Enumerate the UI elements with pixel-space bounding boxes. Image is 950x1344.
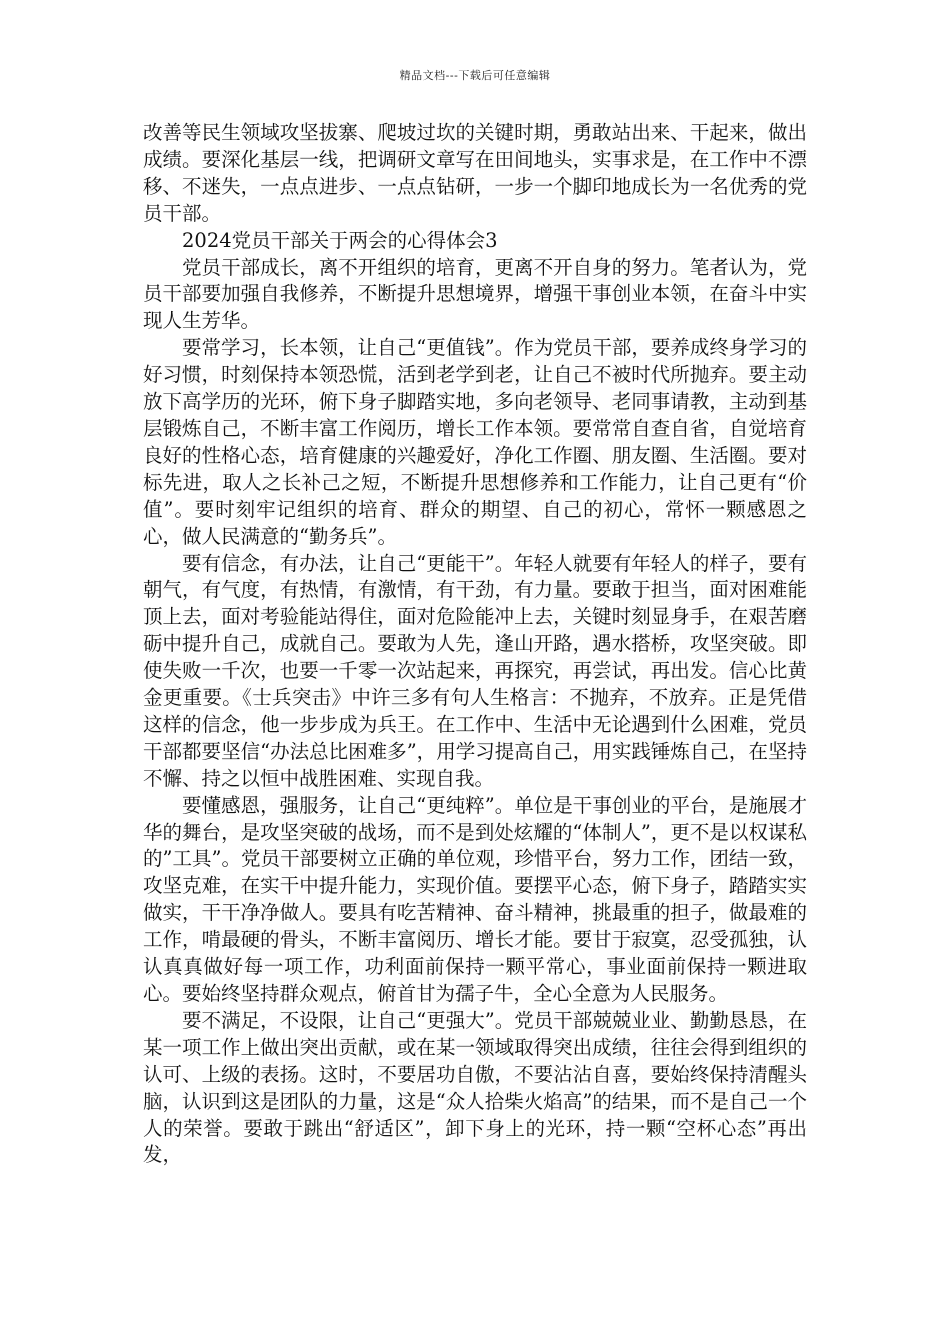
paragraph: 要有信念，有办法，让自己“更能干”。年轻人就要有年轻人的样子，要有朝气，有气度，有热情，有激情，有干劲，有力量。要敢于担当，面对困难能顶上去，面对考验能站得住，面对危险能冲上去，关键时刻显身手，在艰苦磨砺中提升自己，成就自己。要敢为人先，逢山开路，遇水搭桥，攻坚突破。即使失败一千次，也要一千零一次站起来，再探究，再尝试，再出发。信心比黄金更重要。《士兵突击》中许三多有句人生格言：不抛弃，不放弃。正是凭借这样的信念，他一步步成为兵王。在工作中、生活中无论遇到什么困难，党员干部都要坚信“办法总比困难多”，用学习提高自己，用实践锤炼自己，在坚持不懈、持之以恒中战胜困难、实现自我。	[143, 551, 807, 790]
paragraph: 党员干部成长，离不开组织的培育，更离不开自身的努力。笔者认为，党员干部要加强自我修养，不断提升思想境界，增强干事创业本领，在奋斗中实现人生芳华。	[143, 255, 807, 333]
paragraph: 改善等民生领域攻坚拔寨、爬坡过坎的关键时期，勇敢站出来、干起来，做出成绩。要深化基层一线，把调研文章写在田间地头，实事求是，在工作中不漂移、不迷失，一点点进步、一点点钻研，一步一个脚印地成长为一名优秀的党员干部。	[143, 121, 807, 225]
paragraph: 要不满足，不设限，让自己“更强大”。党员干部兢兢业业、勤勤恳恳，在某一项工作上做出突出贡献，或在某一领域取得突出成绩，往往会得到组织的认可、上级的表扬。这时，不要居功自傲，不要沾沾自喜，要始终保持清醒头脑，认识到这是团队的力量，这是“众人拾柴火焰高”的结果，而不是自己一个人的荣誉。要敢于跳出“舒适区”，卸下身上的光环，持一颗“空杯心态”再出发，	[143, 1008, 807, 1167]
document-body	[143, 120, 807, 1169]
page-header: 精品文档---下载后可任意编辑	[399, 69, 551, 82]
section-heading: 2024党员干部关于两会的心得体会3	[182, 228, 498, 252]
paragraph: 要常学习，长本领，让自己“更值钱”。作为党员干部，要养成终身学习的好习惯，时刻保持本领恐慌，活到老学到老，让自己不被时代所抛弃。要主动放下高学历的光环，俯下身子脚踏实地，多向老领导、老同事请教，主动到基层锻炼自己，不断丰富工作阅历，增长工作本领。要常常自查自省，自觉培育良好的性格心态，培育健康的兴趣爱好，净化工作圈、朋友圈、生活圈。要对标先进，取人之长补己之短，不断提升思想修养和工作能力，让自己更有“价值”。要时刻牢记组织的培育、群众的期望、自己的初心，常怀一颗感恩之心，做人民满意的“勤务兵”。	[143, 336, 807, 548]
paragraph: 要懂感恩，强服务，让自己“更纯粹”。单位是干事创业的平台，是施展才华的舞台，是攻坚突破的战场，而不是到处炫耀的“体制人”，更不是以权谋私的”工具”。党员干部要树立正确的单位观，珍惜平台，努力工作，团结一致，攻坚克难，在实干中提升能力，实现价值。要摆平心态，俯下身子，踏踏实实做实，干干净净做人。要具有吃苦精神、奋斗精神，挑最重的担子，做最难的工作，啃最硬的骨头，不断丰富阅历、增长才能。要甘于寂寞，忍受孤独，认认真真做好每一项工作，功利面前保持一颗平常心，事业面前保持一颗进取心。要始终坚持群众观点，俯首甘为孺子牛，全心全意为人民服务。	[143, 793, 807, 1005]
